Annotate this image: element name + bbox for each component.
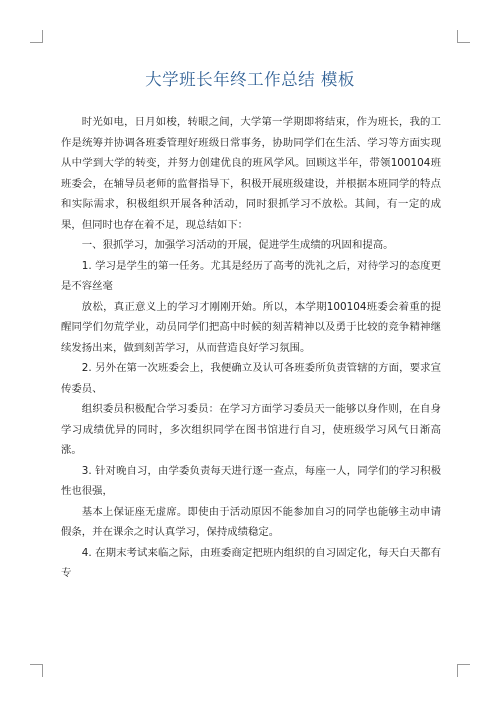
document-title: 大学班长年终工作总结 模板: [145, 70, 355, 89]
crop-mark-bottom-left: [30, 664, 43, 677]
section-heading-1: 一、狠抓学习，加强学习活动的开展，促进学生成绩的巩固和提高。: [81, 239, 394, 251]
list-item-1: 1. 学习是学生的第一任务。尤其是经历了高考的洗礼之后，对待学习的态度更是不容丝毫: [61, 259, 441, 292]
list-item-4: 4. 在期末考试来临之际，由班委商定把班内组织的自习固定化，每天白天都有专: [61, 546, 441, 579]
paragraph-1-continued: 放松，真正意义上的学习才刚刚开始。所以，本学期100104班委会着重的提醒同学们勿荒学业，动员同学们把高中时候的刻苦精神以及勇于比较的竞争精神继续发扬出来，做到刻苦学习，从而营造良好学习氛围。: [61, 300, 441, 354]
paragraph-intro: 时光如电，日月如梭，转眼之间，大学第一学期即将结束，作为班长，我的工作是统筹并协调各班委管理好班级日常事务，协助同学们在生活、学习等方面实现从中学到大学的转变，并努力创建优良的班风学风。回顾这半年，带领100104班班委会，在辅导员老师的监督指导下，积极开展班级建设，并根据本班同学的特点和实际需求，积极组织开展各种活动，同时狠抓学习不放松。其间，有一定的成果，但同时也存在着不足，现总结如下：: [61, 116, 441, 231]
paragraph-2-continued: 组织委员积极配合学习委员：在学习方面学习委员天一能够以身作则，在自身学习成绩优异的同时，多次组织同学在图书馆进行自习，使班级学习风气日渐高涨。: [61, 403, 441, 456]
crop-mark-bottom-right: [457, 664, 470, 677]
document-body: [61, 112, 441, 584]
list-item-3: 3. 针对晚自习，由学委负责每天进行逐一查点，每座一人，同学们的学习积极性也很强，: [61, 464, 441, 497]
list-item-2: 2. 另外在第一次班委会上，我便确立及认可各班委所负责管辖的方面，要求宣传委员、: [61, 362, 441, 395]
paragraph-3-continued: 基本上保证座无虚席。即使由于活动原因不能参加自习的同学也能够主动申请假条，并在课余之时认真学习，保持成绩稳定。: [61, 505, 441, 538]
crop-mark-top-left: [30, 30, 43, 43]
crop-mark-top-right: [457, 30, 470, 43]
